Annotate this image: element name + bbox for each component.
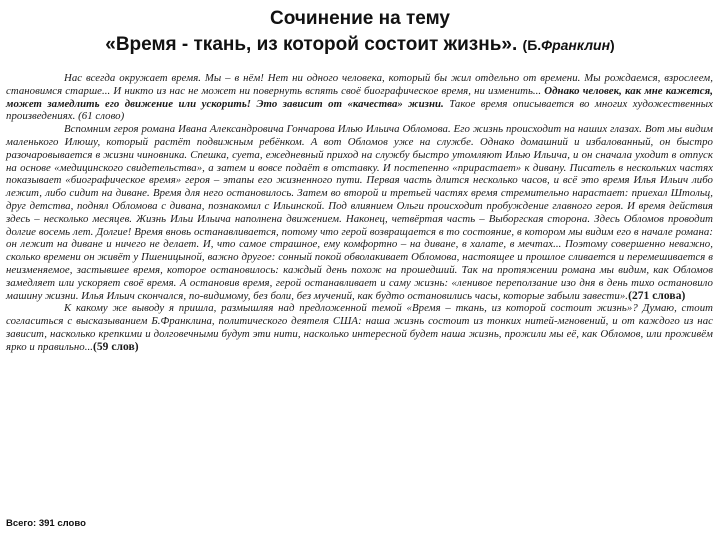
thesis-statement: Однако человек, как мне кажется, может замедлить его движение или ускорить! Это зависит от «качества» жизни.	[6, 84, 713, 110]
quote-author: (Б.Франклин)	[522, 37, 615, 53]
paragraph-introduction: Нас всегда окружает время. Мы – в нём! Нет ни одного человека, который бы жил отдельно от времени. Мы рождаемся, взрослеем, становимся старше... И никто из нас не может ни повернуть вспять своё биографическое время, ни изменить... Однако человек, как мне кажется, может замедлить его движение или ускорить! Это зависит от «качества» жизни. Такое время описывается во многих художественных произведениях. (61 слово)	[6, 72, 713, 123]
word-count-argument: (271 слова)	[628, 289, 686, 302]
essay-body	[6, 72, 713, 354]
paragraph-argument: Вспомним героя романа Ивана Александровича Гончарова Илью Ильича Обломова. Его жизнь происходит на наших глазах. Вот мы видим маленького Илюшу, который растёт подвижным ребёнком. А вот Обломов уже на службе. Однако домашний и избалованный, он быстро разочаровывается в жизни чиновника. Спешка, суета, ежедневный приход на службу быстро утомляют Илью Ильича, и он сначала уходит в отпуск на основе «медицинского свидетельства», а затем и вовсе подаёт в отставку. И постепенно «прирастает» к дивану. Писатель в нескольких частях показывает «биографическое время» героя – этапы его жизненного пути. Первая часть длится несколько часов, и всё это время Илья Ильич либо лежит, либо сидит на диване. Время для него остановилось. Затем во второй и третьей частях время стремительно нарастает: приехал Штольц, друг детства, поднял Обломова с дивана, познакомил с Ильинской. Под влиянием Ольги происходит пробуждение главного героя. И время действия здесь – несколько месяцев. Жизнь Ильи Ильича наполнена движением. Наконец, четвёртая часть – Выборгская сторона. Здесь Обломов проводит долгие восемь лет. Долгие! Время вновь останавливается, потому что герой возвращается в то состояние, в котором мы видим его в начале романа: он лежит на диване и ничего не делает. И, что самое страшное, ему комфортно – на диване, в халате, в мечтах... Поэтому совершенно неважно, сколько времени он живёт у Пшеницыной, важно другое: сонный покой обволакивает Обломова, настоящее и прошлое сливается и перемешивается в неизменяемое, застывшее время, которое остановилось: каждый день похож на прошедший. Так на протяжении романа мы видим, как Обломов замедляет или ускоряет своё время. А остановив время, герой останавливает и саму жизнь: «ленивое переползание изо дня в день тихо остановило машину жизни. Илья Ильич скончался, по-видимому, без боли, без мучений, как будто остановились часы, которые забыли завести».(271 слова)	[6, 123, 713, 302]
total-word-count: Всего: 391 слово	[6, 518, 86, 529]
paragraph-conclusion: К какому же выводу я пришла, размышляя над предложенной темой «Время – ткань, из которой состоит жизнь»? Думаю, стоит согласиться с высказыванием Б.Франклина, политического деятеля США: наша жизнь состоит из тонких нитей-мгновений, и от каждого из нас зависит, насколько крепкими и долговечными будут эти нити, насколько интересной будет наша жизнь, прожили мы её, как Обломов, или проживём ярко и правильно...(59 слов)	[6, 302, 713, 353]
essay-title-line1: Сочинение на тему	[270, 8, 450, 29]
essay-title-line2	[30, 34, 690, 56]
essay-topic-quote: «Время - ткань, из которой состоит жизнь».	[105, 34, 518, 55]
word-count-conclusion: (59 слов)	[92, 340, 139, 353]
